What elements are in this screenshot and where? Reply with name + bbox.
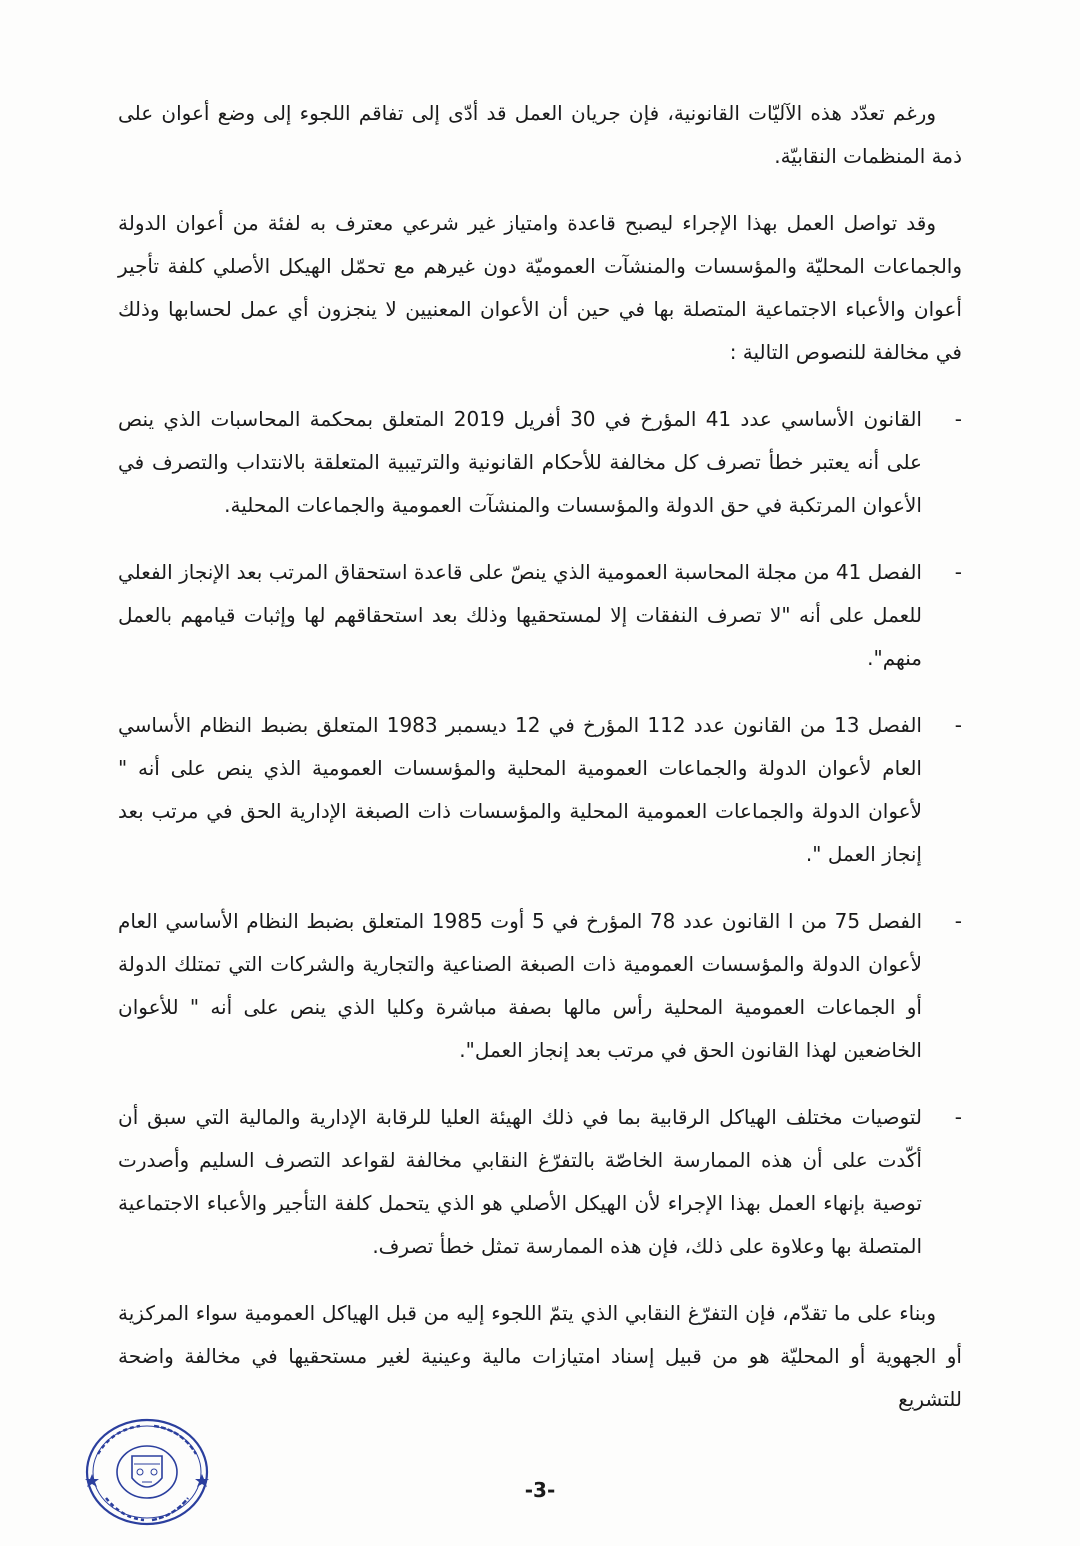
bullet-dash: - — [954, 407, 962, 431]
list-item — [118, 398, 962, 527]
list-item — [118, 900, 962, 1072]
list-item — [118, 704, 962, 876]
list-item-text: الفصل 75 من ا القانون عدد 78 المؤرخ في 5 أوت 1985 المتعلق بضبط النظام الأساسي العام لأعوان الدولة والمؤسسات العمومية ذات الصبغة الصناعية والتجارية والشركات التي تمتلك الدولة أو الجماعات العمومية المحلية رأس مالها بصفة مباشرة وكليا الذي ينص على أنه " للأعوان الخاضعين لهذا القانون الحق في مرتب بعد إنجاز العمل". — [118, 909, 922, 1062]
bullet-dash: - — [954, 713, 962, 737]
page-number: -3- — [524, 1478, 556, 1502]
list-item-text: القانون الأساسي عدد 41 المؤرخ في 30 أفريل 2019 المتعلق بمحكمة المحاسبات الذي ينص على أنه يعتبر خطأ تصرف كل مخالفة للأحكام القانونية والترتيبية المتعلقة بالانتداب والتصرف في الأعوان المرتكبة في حق الدولة والمؤسسات والمنشآت العمومية والجماعات المحلية. — [118, 407, 922, 517]
paragraph-intro: ورغم تعدّد هذه الآليّات القانونية، فإن جريان العمل قد أدّى إلى تفاقم اللجوء إلى وضع أعوان على ذمة المنظمات النقابيّة. — [118, 101, 962, 168]
legal-texts-list — [118, 398, 962, 1268]
bullet-dash: - — [954, 909, 962, 933]
bullet-dash: - — [954, 560, 962, 584]
paragraph-context: وقد تواصل العمل بهذا الإجراء ليصبح قاعدة وامتياز غير شرعي معترف به لفئة من أعوان الدولة والجماعات المحليّة والمؤسسات والمنشآت العموميّة دون غيرهم مع تحمّل الهيكل الأصلي كلفة تأجير أعوان والأعباء الاجتماعية المتصلة بها في حين أن الأعوان المعنيين لا ينجزون أي عمل لحسابها وذلك في مخالفة للنصوص التالية : — [118, 211, 962, 364]
list-item-text: لتوصيات مختلف الهياكل الرقابية بما في ذلك الهيئة العليا للرقابة الإدارية والمالية التي سبق أن أكّدت على أن هذه الممارسة الخاصّة بالتفرّغ النقابي مخالفة لقواعد التصرف السليم وأصدرت توصية بإنهاء العمل بهذا الإجراء لأن الهيكل الأصلي هو الذي يتحمل كلفة التأجير والأعباء الاجتماعية المتصلة بها وعلاوة على ذلك، فإن هذه الممارسة تمثل خطأ تصرف. — [118, 1105, 922, 1258]
list-item-text: الفصل 13 من القانون عدد 112 المؤرخ في 12 ديسمبر 1983 المتعلق بضبط النظام الأساسي العام لأعوان الدولة والجماعات العمومية المحلية والمؤسسات العمومية الذي ينص على أنه " لأعوان الدولة والجماعات العمومية المحلية والمؤسسات ذات الصبغة الإدارية الحق في مرتب بعد إنجاز العمل ". — [118, 713, 922, 866]
paragraph-conclusion: وبناء على ما تقدّم، فإن التفرّغ النقابي الذي يتمّ اللجوء إليه من قبل الهياكل العمومية سواء المركزية أو الجهوية أو المحليّة هو من قبيل إسناد امتيازات مالية وعينية لغير مستحقيها في مخالفة واضحة للتشريع — [118, 1301, 962, 1411]
document-body — [118, 92, 962, 1445]
bullet-dash: - — [954, 1105, 962, 1129]
list-item-text: الفصل 41 من مجلة المحاسبة العمومية الذي ينصّ على قاعدة استحقاق المرتب بعد الإنجاز الفعلي للعمل على أنه "لا تصرف النفقات إلا لمستحقيها وذلك بعد استحقاقهم لها وإثبات قيامهم بالعمل منهم". — [118, 560, 922, 670]
list-item — [118, 1096, 962, 1268]
list-item — [118, 551, 962, 680]
official-seal-icon — [82, 1416, 212, 1528]
